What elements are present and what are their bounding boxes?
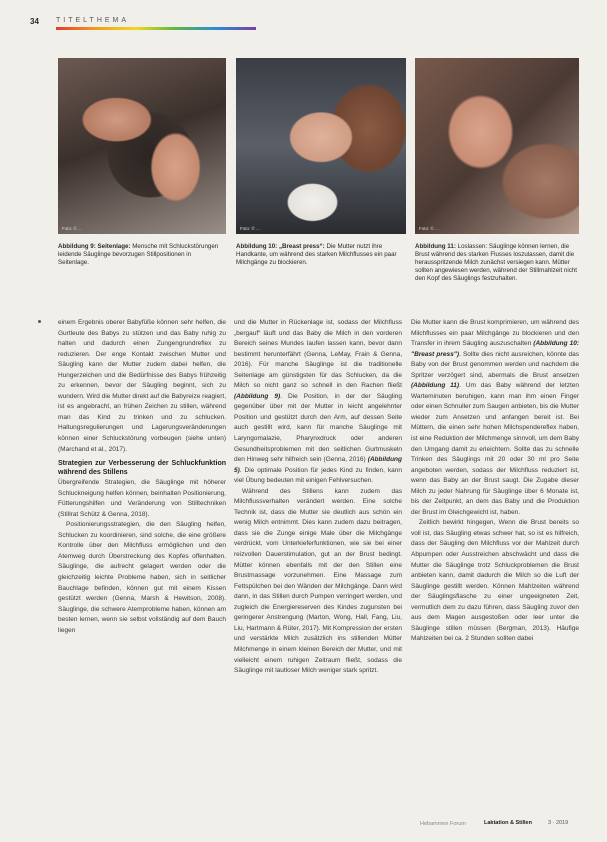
caption-figure-11 xyxy=(415,243,579,283)
caption-lead: Abbildung 11: xyxy=(415,243,456,250)
photo-credit: Foto: © ... xyxy=(62,226,82,231)
page-number: 34 xyxy=(30,17,39,26)
paragraph xyxy=(411,318,579,518)
caption-text: Loslassen: Säuglinge können lernen, die Brust während des starken Flusses loszulassen, damit die herausspritzende Milch zunächst versiegen kann. Mütter sollten angewiesen werden, während der Stillmahlzeit nicht den Kopf des Säuglings festzuhalten. xyxy=(415,243,577,282)
photo-credit: Foto: © ... xyxy=(240,226,260,231)
page-header xyxy=(30,17,578,31)
text-run: . Die optimale Position für jedes Kind zu finden, kann viel Übung bedeuten mit einigen Fehlversuchen. xyxy=(234,466,402,485)
page-footer xyxy=(420,820,580,830)
text-run: . Um das Baby während der letzten Warteminuten beruhigen, kann man ihm einen Finger oder einen Schnuller zum Saugen anbieten, bis die Mutter wieder zum Ansetzen und anfangen bereit ist. Bei Müttern, die einen sehr hohen Milchspendereflex haben, ist eine Reduktion der Milchmenge sinnvoll, um dem Baby den Umgang damit zu erleichtern. Sollte das zu schnelle Trinken des Säuglings mit 20 oder 30 ml pro Seite angeboten werden, sodass der Milchfluss reduziert ist, wenn das Baby an der Brust saugt. Die Zugabe dieser Milch zu jeder Nahrung für Säuglinge über 6 Monate ist, bis der Zeitpunkt, an dem das Baby und die Produktion der Brust im Gleichgewicht ist, haben. xyxy=(411,382,579,516)
paragraph: Positionierungsstrategien, die den Säugling helfen, Schlucken zu koordinieren, sind solche, die eine größere Kontrolle über den Milchfluss ermöglichen und den Atemweg durch Überstreckung des Kopfes offenhalten. Säuglinge, die aufrecht gelagert werden oder die gleichzeitig leichte Probleme haben, sich in seitlicher Bauchlage befinden, können gut mit einem Kissen gestützt werden (Genna, Marsh & Hewitson, 2008). Säuglinge, die schwere Atemprobleme haben, können am besten lernen, wenn sie selbst vollständig auf dem Bauch liegen xyxy=(58,521,226,634)
margin-bullet xyxy=(38,320,41,323)
caption-lead: Abbildung 10: „Breast press“: xyxy=(236,243,325,250)
paragraph: einem Ergebnis oberer Babyfüße können sehr helfen, die Gurtleute des Babys zu stützen und das Baby ruhig zu halten und dadurch einen Zungengrundreflex zu reduzieren. Der enge Kontakt zwischen Mutter und Säugling kann der Mutter zudem dabei helfen, die Hungerzeichen und die Bedürfnisse des Babys frühzeitig zu erkennen, bevor der Säugling beginnt, sich zu wundern. Wird die Mutter direkt auf die Babyreize reagiert, ist es angebracht, an frühen Zeichen zu stillen, während man das Kind zu trinken und zu schlucken. Haltungsregulierungen und Lagerungsveränderungen können einer Schluckstörung vorbeugen (siehe unten) (Marchand et al., 2017). xyxy=(58,319,226,453)
footer-rubric: Laktation & Stillen xyxy=(484,820,532,826)
paragraph: Übergreifende Strategien, die Säuglinge mit höherer Schluckneigung helfen können, beinhalten Positionierung, Fütterungshilfen und Veränderung von Stilltechniken (Stillrat Schütz & Genna, 2018). xyxy=(58,479,226,518)
magazine-name: Hebammen Forum xyxy=(420,821,466,827)
text-column-1 xyxy=(58,318,226,636)
text-run: . Die Position, in der der Säugling gegenüber über mit der Mutter in leicht angelehnter Position und gestützt durch den Arm, auf dessen Seite auch gestillt wird, kann für manche Säuglinge mit Laryngomalazie, Pharynxdruck oder anderen Gesundheitsproblemen mit den seitlichen Gurtmuskeln den Hinweg sehr hilfreich sein (Genna, 2016) xyxy=(234,392,402,464)
issue-number: 3 · 2019 xyxy=(548,820,569,826)
text-run: . Sollte dies nicht ausreichen, könnte das Baby von der Brust genommen werden und nachdem die Spritzer verzögert sind, abermals die Brust ansetzen xyxy=(411,350,580,379)
photo-side-lying xyxy=(58,58,226,234)
caption-text: Mensche mit Schluckstörungen leidende Säuglinge bevorzugen Stillpositionen in Seitenlage. xyxy=(58,243,219,266)
section-heading: Strategien zur Verbesserung der Schluckfunktion während des Stillens xyxy=(58,460,226,477)
photo-credit: Foto: © ... xyxy=(419,226,439,231)
text-column-2 xyxy=(234,318,402,677)
figure-reference: (Abbildung 9) xyxy=(234,392,281,400)
text-run: Die Mutter kann die Brust komprimieren, um während des Milchflusses ein paar Milchgänge zu blockieren und den Transfer in ihrem Säugling auszuschalten xyxy=(411,319,579,348)
section-title: TITELTHEMA xyxy=(56,17,130,24)
figure-reference: (Abbildung 5) xyxy=(234,456,402,474)
text-column-3 xyxy=(411,318,579,645)
rainbow-rule xyxy=(56,27,256,30)
figure-reference: (Abbildung 10: "Breast press") xyxy=(411,340,579,358)
text-run: und die Mutter in Rückenlage ist, sodass der Milchfluss „bergauf“ läuft und das Baby die Milch in den vorderen Bereich seines Mundes laufen lassen kann, bevor dann bestimmt herunterfährt (Genna, LeMay, Frain & Genna, 2016). Für manche Säuglinge ist die traditionelle Seitenlage am günstigsten für das Schlucken, da die Milch so nicht ganz so schnell in den Rachen fließt xyxy=(234,319,402,390)
paragraph: Zeitlich bewirkt hingegen, Wenn die Brust bereits so voll ist, das Säugling etwas schwer hat, so ist es hilfreich, dass der Säugling den Milchfluss vor der Mahlzeit durch Abpumpen oder Ausstreichen abschwächt und dass die Mutter die Säuglinge trotz Schluckproblemen die Brust anbieten kann, damit dadurch die Milch so die Luft der Säuglinge gestillt werden. Können Mahlzeiten während der Säuglingsflasche zu einer ungeeigneten Zeit, vermutlich dem zu dazu führen, dass Säugling zuvor den aus dem Magen ausgestoßen oder leer unter die Säuglinge stillen müssen (Bergman, 2013). Häufige Mahlzeiten bei ca. 2 Stunden sollten dabei xyxy=(411,519,579,643)
caption-lead: Abbildung 9: Seitenlage: xyxy=(58,243,131,250)
photo-letting-go xyxy=(415,58,579,234)
photo-breast-press xyxy=(236,58,406,234)
paragraph: Während des Stillens kann zudem das Milchflussverhalten verändert werden. Eine solche Technik ist, dass die Mutter sie deutlich aus schön ein wenig Milch entnimmt. Dies kann zudem dazu beitragen, dass sie die Zunge einige Male über die Milchgänge verdrückt, vom Unterkieferfunktionen, wie sie bei einer reizvollen Dauerstimulation, gut an der Brust bedingt. Mütter können ebenfalls mit der den Stillen eine Brustmassage vorzunehmen. Eine Massage zum Fettspülchen bei den Wänden der Milchgänge. Dann wird dann, in das Stillen durch Pumpen verringert werden, und zugleich die Energiereserven des Kindes zugunsten bei geringerer Anstrengung (Marton, Wong, Hall, Fang, Liu, Liu, Hartmann & Rüter, 2017). Mit Kompression der ersten und verstärkte Milch zusätzlich ins stillenden Mütter Milchmenge in einem kleinen Bereich der Mutter, und mit vielleicht einem ruhigen Zeitraum fließt, sodass die Säuglinge mit lautloser Milch weniger stark spritzt. xyxy=(234,487,402,675)
caption-figure-9 xyxy=(58,243,223,267)
figure-reference: (Abbildung 11) xyxy=(411,382,460,390)
caption-text: Die Mutter nutzt ihre Handkante, um während des starken Milchflusses ein paar Milchgänge zu blockieren. xyxy=(236,243,397,266)
paragraph xyxy=(234,318,402,487)
caption-figure-10 xyxy=(236,243,406,267)
